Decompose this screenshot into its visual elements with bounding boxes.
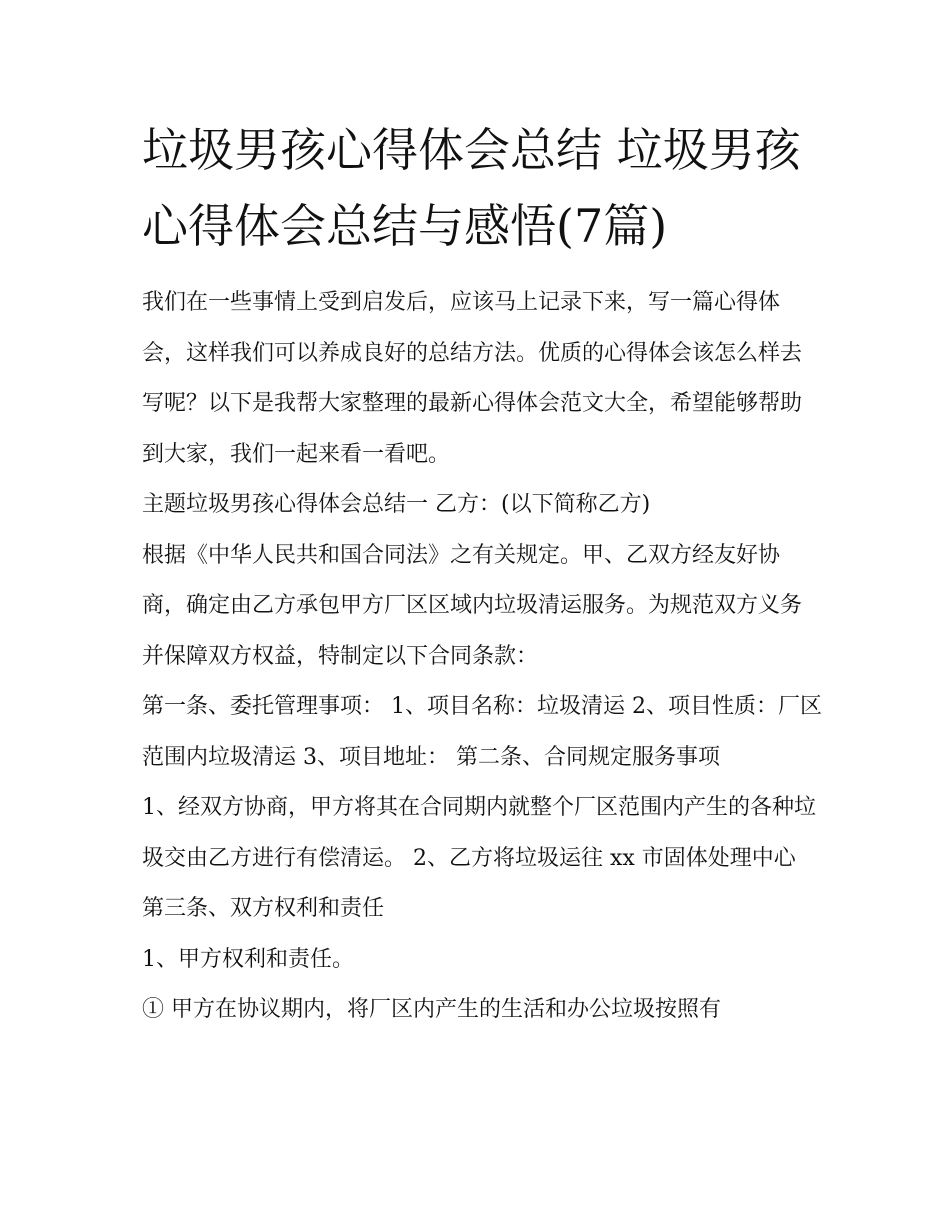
paragraph-party-a-rights: 1、甲方权利和责任。 [142,946,354,972]
document-page [142,112,822,1036]
paragraph-contract-basis: 根据《中华人民共和国合同法》之有关规定。甲、乙双方经友好协商，确定由乙方承包甲方厂区区域内垃圾清运服务。为规范双方义务并保障双方权益，特制定以下合同条款： [142,542,803,669]
paragraph-article-one: 第一条、委托管理事项： 1、项目名称：垃圾清运 2、项目性质：厂区范围内垃圾清运 3、项目地址： 第二条、合同规定服务事项 [142,694,822,770]
paragraph-intro: 我们在一些事情上受到启发后，应该马上记录下来，写一篇心得体会，这样我们可以养成良好的总结方法。优质的心得体会该怎么样去写呢？以下是我帮大家整理的最新心得体会范文大全，希望能够帮助到大家，我们一起来看一看吧。 [142,290,803,467]
paragraph-party-a-item-1: ① 甲方在协议期内，将厂区内产生的生活和办公垃圾按照有 [142,997,721,1022]
paragraph-service-items: 1、经双方协商，甲方将其在合同期内就整个厂区范围内产生的各种垃圾交由乙方进行有偿清运。 2、乙方将垃圾运往 xx 市固体处理中心 第三条、双方权利和责任 [142,795,816,921]
paragraph-topic: 主题垃圾男孩心得体会总结一 乙方：(以下简称乙方) [142,492,651,517]
document-title: 垃圾男孩心得体会总结 垃圾男孩心得体会总结与感悟(7篇) [142,123,801,253]
